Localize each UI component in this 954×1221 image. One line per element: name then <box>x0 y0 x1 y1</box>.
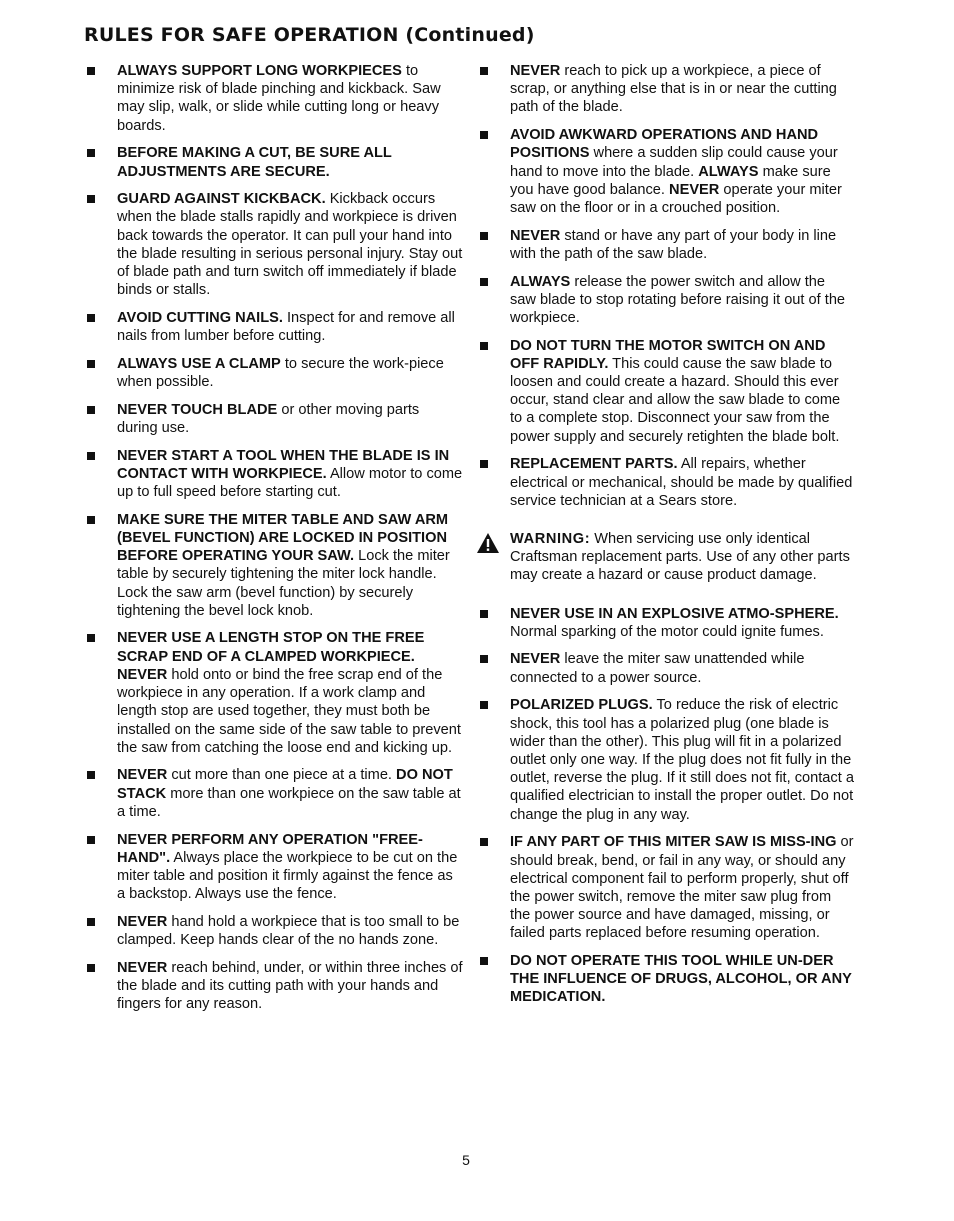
item-text: Kickback occurs when the blade stalls rapidly and workpiece is driven back towards the operator. It can pull your hand into the blade resulting in serious personal injury. Stay out of blade path and turn switch off immediately if blade binds or stalls. <box>117 191 463 299</box>
item-text: make sure you have good balance. <box>510 163 831 198</box>
bullet-icon <box>87 452 95 460</box>
bullet-icon <box>480 957 488 965</box>
list-item <box>117 190 463 299</box>
list-item <box>117 766 463 821</box>
item-heading: ALWAYS <box>510 273 571 290</box>
item-heading: NEVER TOUCH BLADE <box>117 401 278 418</box>
item-text: Inspect for and remove all nails from lumber before cutting. <box>117 309 455 345</box>
item-text: stand or have any part of your body in line with the path of the saw blade. <box>510 227 837 262</box>
item-text: or other moving parts during use. <box>117 401 420 436</box>
item-text: hold onto or bind the free scrap end of the workpiece in any operation. If a work clamp and length stop are used together, they must both be installed on the same side of the saw table to prevent the saw from catching the loose end and kicking up. <box>117 666 461 756</box>
item-heading: IF ANY PART OF THIS MITER SAW IS MISS-ING <box>510 834 837 851</box>
list-item <box>510 273 855 328</box>
list-item <box>510 126 855 217</box>
item-emphasis: NEVER <box>117 666 168 683</box>
bullet-icon <box>87 771 95 779</box>
list-item <box>510 62 855 117</box>
bullet-icon <box>87 195 95 203</box>
item-text: Always place the workpiece to be cut on the miter table and position it firmly against the fence as a backstop. Always use the fence. <box>117 849 458 903</box>
item-heading: DO NOT OPERATE THIS TOOL WHILE UN-DER THE INFLUENCE OF DRUGS, ALCOHOL, OR ANY MEDICATION. <box>510 953 852 1006</box>
item-text: reach behind, under, or within three inches of the blade and its cutting path with your hands and fingers for any reason. <box>117 959 463 1013</box>
list-item <box>117 355 463 391</box>
bullet-icon <box>87 67 95 75</box>
item-text: where a sudden slip could cause your hand to move into the blade. <box>510 145 838 180</box>
item-heading: AVOID AWKWARD OPERATIONS AND HAND POSITIONS <box>510 127 819 162</box>
item-text: All repairs, whether electrical or mechanical, should be made by qualified service technician at a Sears store. <box>510 456 853 509</box>
item-text: Lock the miter table by securely tightening the miter lock handle. Lock the saw arm (bevel function) by securely tightening the bevel lock knob. <box>117 548 450 619</box>
warning-block <box>510 530 855 585</box>
item-heading: AVOID CUTTING NAILS. <box>117 309 283 326</box>
bullet-icon <box>87 516 95 524</box>
bullet-icon <box>87 836 95 844</box>
item-heading: NEVER <box>117 913 168 930</box>
item-text: or should break, bend, or fail in any way, or should any electrical component fail to perform properly, shut off the power switch, remove the miter saw plug from the power source and have damaged, missing, or failed parts replaced before resuming operation. <box>510 834 854 942</box>
item-heading: NEVER START A TOOL WHEN THE BLADE IS IN CONTACT WITH WORKPIECE. <box>117 447 450 482</box>
list-item <box>117 831 463 904</box>
item-emphasis: NEVER <box>669 181 720 198</box>
item-emphasis: DO NOT STACK <box>117 767 453 802</box>
item-heading: ALWAYS SUPPORT LONG WORKPIECES <box>117 63 402 79</box>
warning-triangle-icon <box>476 532 500 554</box>
bullet-icon <box>480 232 488 240</box>
item-text: reach to pick up a workpiece, a piece of scrap, or anything else that is in or near the cutting path of the blade. <box>510 63 837 116</box>
bullet-icon <box>480 460 488 468</box>
item-text: Allow motor to come up to full speed before starting cut. <box>117 465 463 501</box>
item-heading: MAKE SURE THE MITER TABLE AND SAW ARM (BEVEL FUNCTION) ARE LOCKED IN POSITION BEFORE OPERATING YOUR SAW. <box>117 511 449 565</box>
bullet-icon <box>87 634 95 642</box>
item-text: This could cause the saw blade to loosen and could create a hazard. Should this ever occur, stand clear and allow the saw blade to come to a complete stop. Disconnect your saw from the power supply and securely retighten the blade bolt. <box>510 355 841 445</box>
bullet-icon <box>480 701 488 709</box>
bullet-icon <box>87 406 95 414</box>
bullet-icon <box>87 149 95 157</box>
list-item <box>510 833 855 942</box>
item-text: To reduce the risk of electric shock, this tool has a polarized plug (one blade is wider than the other). This plug will fit in a polarized outlet only one way. If the plug does not fit fully in the outlet, reverse the plug. If it still does not fit, contact a qualified electrician to install the proper outlet. Do not change the plug in any way. <box>510 697 854 823</box>
right-column <box>510 62 855 1016</box>
list-item <box>510 605 855 641</box>
list-item <box>510 455 855 510</box>
page-number: 5 <box>462 1152 470 1168</box>
bullet-icon <box>480 342 488 350</box>
item-heading: GUARD AGAINST KICKBACK. <box>117 191 326 208</box>
list-item <box>117 511 463 620</box>
list-item <box>510 952 855 1007</box>
bullet-icon <box>87 360 95 368</box>
item-heading: NEVER <box>510 63 561 79</box>
list-item <box>117 144 463 180</box>
item-text: leave the miter saw unattended while connected to a power source. <box>510 651 805 686</box>
item-heading: NEVER USE IN AN EXPLOSIVE ATMO-SPHERE. <box>510 605 839 622</box>
item-heading: ALWAYS USE A CLAMP <box>117 355 281 372</box>
bullet-icon <box>480 838 488 846</box>
bullet-icon <box>87 964 95 972</box>
list-item <box>510 227 855 263</box>
list-item <box>117 959 463 1014</box>
item-heading: NEVER USE A LENGTH STOP ON THE FREE SCRAP END OF A CLAMPED WORKPIECE. <box>117 630 425 665</box>
item-text: release the power switch and allow the saw blade to stop rotating before raising it out of the workpiece. <box>510 273 846 326</box>
bullet-icon <box>480 131 488 139</box>
item-heading: REPLACEMENT PARTS. <box>510 456 678 473</box>
item-heading: NEVER <box>510 227 561 244</box>
list-item <box>117 309 463 345</box>
list-item <box>510 337 855 446</box>
bullet-icon <box>87 314 95 322</box>
item-heading: BEFORE MAKING A CUT, BE SURE ALL ADJUSTMENTS ARE SECURE. <box>117 145 392 180</box>
warning-text: When servicing use only identical Craftsman replacement parts. Use of any other parts may create a hazard or cause product damage. <box>510 530 850 584</box>
list-item <box>510 650 855 686</box>
bullet-icon <box>480 655 488 663</box>
list-item <box>117 447 463 502</box>
list-item <box>510 696 855 823</box>
list-item <box>117 913 463 949</box>
page-title: RULES FOR SAFE OPERATION (Continued) <box>84 24 535 46</box>
item-text: hand hold a workpiece that is too small to be clamped. Keep hands clear of the no hands zone. <box>117 913 460 949</box>
item-emphasis: ALWAYS <box>698 163 759 180</box>
item-heading: NEVER PERFORM ANY OPERATION "FREE-HAND". <box>117 831 423 866</box>
item-heading: NEVER <box>117 767 168 784</box>
bullet-icon <box>480 610 488 618</box>
left-column <box>117 62 463 1023</box>
item-text: more than one workpiece on the saw table at a time. <box>117 785 461 820</box>
item-text: to minimize risk of blade pinching and kickback. Saw may slip, walk, or slide while cutting long or heavy boards. <box>117 63 441 134</box>
warning-label: WARNING: <box>510 530 591 547</box>
item-text: to secure the work-piece when possible. <box>117 355 444 391</box>
bullet-icon <box>480 278 488 286</box>
bullet-icon <box>480 67 488 75</box>
list-item <box>117 401 463 437</box>
item-text: Normal sparking of the motor could ignite fumes. <box>510 623 824 640</box>
item-heading: NEVER <box>117 959 168 976</box>
list-item <box>117 62 463 135</box>
item-heading: POLARIZED PLUGS. <box>510 697 653 714</box>
item-heading: DO NOT TURN THE MOTOR SWITCH ON AND OFF RAPIDLY. <box>510 337 826 372</box>
item-text: operate your miter saw on the floor or in a crouched position. <box>510 181 842 216</box>
item-heading: NEVER <box>510 651 561 668</box>
list-item <box>117 629 463 756</box>
bullet-icon <box>87 918 95 926</box>
item-text: cut more than one piece at a time. <box>167 767 397 784</box>
